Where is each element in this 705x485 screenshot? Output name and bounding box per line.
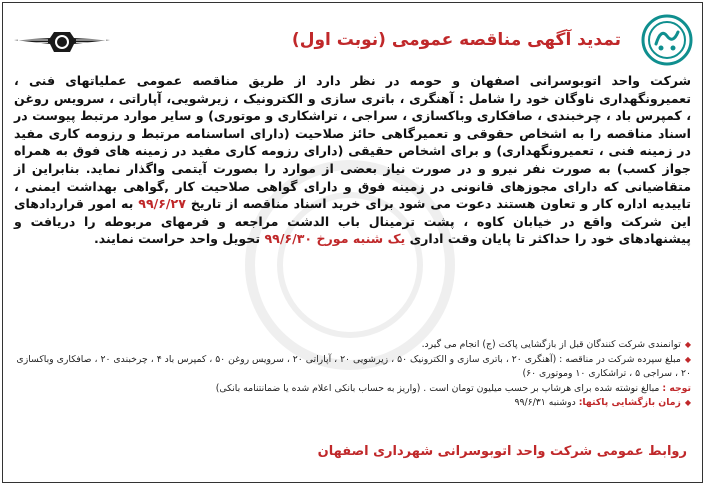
- bus-wing-logo-icon: [12, 22, 112, 62]
- body-line-9: پیشنهادهای خود را حداکثر تا پایان وقت اداری: [405, 231, 691, 247]
- bullet-icon: ◆: [684, 340, 691, 349]
- note-item: [14, 338, 691, 353]
- body-line-10: تحویل واحد حراست نمایند.: [93, 231, 265, 247]
- note-label: زمان بازگشایی پاکتها:: [578, 397, 681, 409]
- purchase-start-date: ۹۹/۶/۲۷: [138, 196, 186, 212]
- bullet-icon: ◆: [684, 354, 691, 364]
- notes-section: [14, 338, 691, 411]
- company-seal-icon: [641, 14, 693, 66]
- note-item: [14, 396, 691, 411]
- footer-signature: روابط عمومی شرکت واحد اتوبوسرانی شهرداری اصفهان: [317, 444, 687, 459]
- body-line-8: به امور قراردادهای این شرکت واقع در خیابان کاوه ، پشت ترمینال باب الدشت مراجعه و فرمهای مربوطه را دریافت و: [14, 196, 691, 229]
- note-item: [14, 353, 691, 382]
- submission-deadline: یک شنبه مورخ ۹۹/۶/۳۰: [264, 231, 406, 247]
- body-line-7: ,گواهی بهداشت ایمنی ، تاییدیه اداره کار و تعاون هستند دعوت می شود برای خرید اسناد مناقصه از تاریخ: [14, 178, 691, 212]
- body-line-5: رزومه کاری مفید در زمینه های فوق به همراه جواز کسب) به صورت نفر نیرو و در صورت نیاز بعضی از موارد را بصورت: [14, 143, 691, 176]
- notice-header: [6, 8, 699, 70]
- note-text: توانمندی شرکت کنندگان قبل از بازگشایی پاکت (ج) انجام می گیرد.: [421, 339, 681, 350]
- bullet-icon: ◆: [684, 398, 691, 408]
- body-line-6: آیتمی واگذار نماید. بنابراین از متقاضیانی که دارای مجوزهای قانونی در زمینه فوق و دارای گواهی صلاحیت کار: [14, 160, 692, 194]
- note-text-cont: وباکسازی ۲۰ ، سراجی ۵ ، تراشکاری ۱۰ وموتوری ۶۰): [16, 353, 691, 380]
- note-text: مبالغ نوشته شده برای هرشاپ بر حسب میلیون تومان است . (واریز به حساب بانکی اعلام شده یا ضمانتنامه بانکی): [215, 382, 660, 394]
- notice-body: [14, 72, 691, 248]
- note-text: دوشنبه ۹۹/۶/۳۱: [514, 397, 576, 409]
- body-line-2: خود را شامل : آهنگری ، باتری سازی و الکترونیک ، زیرشویی، آپاراتی ، سرویس روغن ، کمپرس باد ، چرخبندی ، صافکاری: [14, 90, 691, 124]
- body-line-4: حائز صلاحیت (دارای اساسنامه مرتبط و رزومه کاری مفید در زمینه فنی ، تعمیرونگهداری) و برای اشخاص حقیقی (دارای: [14, 125, 691, 159]
- note-label: توجه :: [662, 382, 691, 394]
- note-item: [14, 382, 691, 397]
- body-line-3: وباکسازی ، سراجی ، تراشکاری و موتوری) و سایر موارد مرتبط پیوست در اسناد مناقصه را به اشخاص حقوقی و تعمیرگاهی: [14, 108, 691, 141]
- note-text: مبلغ سپرده شرکت در مناقصه : (آهنگری ۲۰ ، باتری سازی و الکترونیک ۵۰ ، زیرشویی ۲۰ ، آپاراتی ۲۰ ، سرویس روغن ۵۰ ، کمپرس باد ۴ ، چرخبندی ۲۰ ، صافکاری: [56, 353, 681, 365]
- notice-title: تمدید آگهی مناقصه عمومی (نوبت اول): [291, 30, 621, 50]
- body-line-1: شرکت واحد اتوبوسرانی اصفهان و حومه در نظر دارد از طریق مناقصه عمومی عملیاتهای فنی ، تعمیرونگهداری ناوگان: [14, 73, 692, 106]
